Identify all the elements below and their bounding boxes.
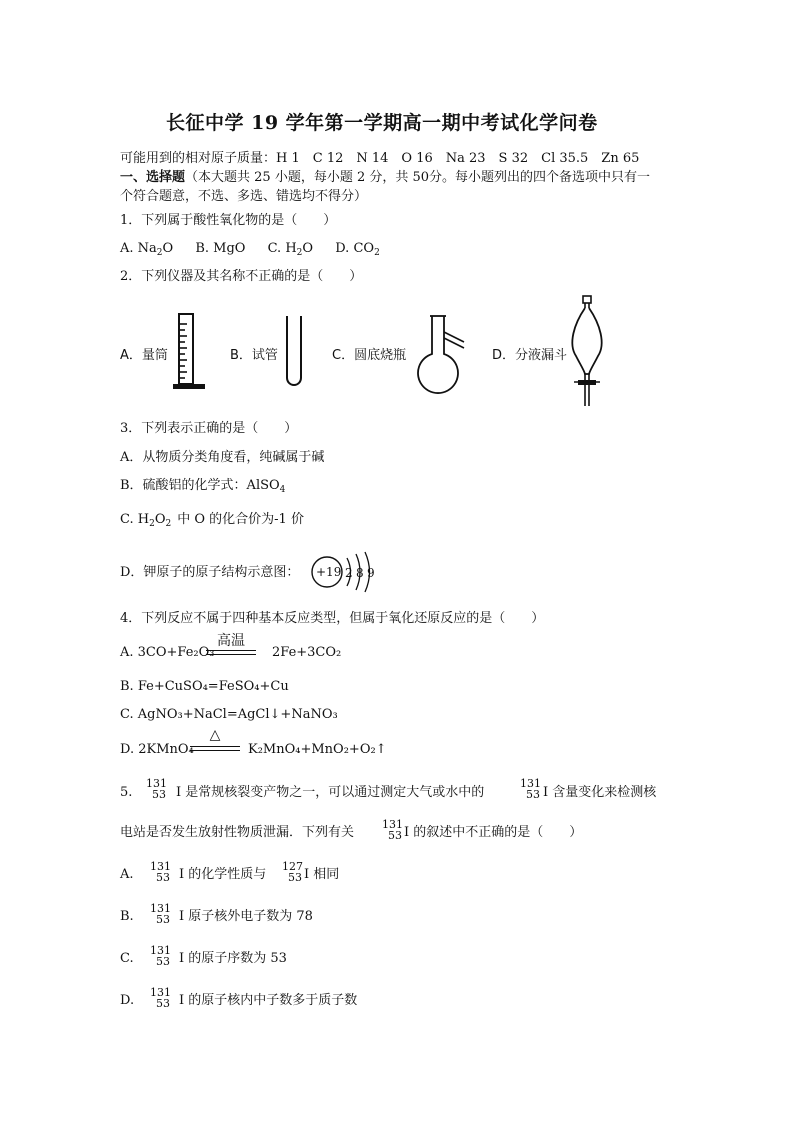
atom-structure-diagram bbox=[310, 550, 382, 594]
mass-number: 131 bbox=[150, 944, 171, 957]
q5-line2b: I 的叙述中不正确的是（ ） bbox=[404, 825, 583, 840]
q3-b-sub: 4 bbox=[279, 485, 286, 495]
q4-d-right: K₂MnO₄+MnO₂+O₂↑ bbox=[248, 742, 387, 757]
q2-option-d: D．分液漏斗 bbox=[492, 348, 568, 363]
q2-stem: 2．下列仪器及其名称不正确的是（ ） bbox=[120, 269, 363, 284]
nucleus-charge: +19 bbox=[316, 565, 342, 579]
section-label: 一、选择题 bbox=[120, 170, 186, 185]
shell-2: 8 bbox=[356, 566, 364, 580]
q3-option-b bbox=[120, 477, 285, 499]
atomic-number: 53 bbox=[152, 788, 166, 801]
q4-option-c: C. AgNO₃+NaCl=AgCl↓+NaNO₃ bbox=[120, 707, 338, 722]
q3-c-sub2: 2 bbox=[165, 519, 172, 529]
round-bottom-flask-icon bbox=[412, 312, 468, 396]
q5-line1b: I 含量变化来检测核 bbox=[543, 785, 657, 800]
q5-a-text1: I 的化学性质与 bbox=[179, 867, 267, 882]
q1-a-o: O bbox=[162, 241, 174, 256]
q5-isotope-1 bbox=[146, 778, 166, 800]
q5-line1a: I 是常规核裂变产物之一，可以通过测定大气或水中的 bbox=[176, 785, 485, 800]
q5-a-text2: I 相同 bbox=[304, 867, 340, 882]
q5-c-label: C. bbox=[120, 951, 134, 966]
q5-a-isotope-127 bbox=[282, 861, 302, 883]
q2-option-a: A．量筒 bbox=[120, 348, 168, 363]
atomic-number: 53 bbox=[156, 955, 170, 968]
q4-option-b: B. Fe+CuSO₄=FeSO₄+Cu bbox=[120, 679, 289, 694]
q3-option-d: D．钾原子的原子结构示意图： bbox=[120, 565, 300, 580]
mass-number: 131 bbox=[150, 902, 171, 915]
atomic-number: 53 bbox=[388, 829, 402, 842]
q1-d-sub: 2 bbox=[374, 248, 380, 258]
q1-d: D. CO bbox=[335, 241, 375, 256]
q5-isotope-3 bbox=[382, 819, 402, 841]
atomic-number: 53 bbox=[526, 788, 540, 801]
mass-number: 131 bbox=[150, 986, 171, 999]
q5-c-isotope bbox=[150, 945, 170, 967]
q1-stem: 1．下列属于酸性氧化物的是（ ） bbox=[120, 213, 337, 228]
q5-number: 5. bbox=[120, 785, 133, 800]
q1-c-sub: 2 bbox=[296, 248, 303, 258]
q4-a-right: 2Fe+3CO₂ bbox=[272, 645, 342, 660]
q1-a: A. Na bbox=[120, 241, 157, 256]
q4-d-left: D. 2KMnO₄ bbox=[120, 742, 194, 757]
q5-d-text: I 的原子核内中子数多于质子数 bbox=[179, 993, 358, 1008]
q4-a-line-bottom bbox=[206, 654, 256, 655]
q3-b-text: B．硫酸铝的化学式：AlSO bbox=[120, 478, 280, 493]
q4-a-condition: 高温 bbox=[217, 633, 245, 649]
section-header bbox=[120, 169, 650, 187]
mass-number: 131 bbox=[146, 777, 167, 790]
q4-d-line-bottom bbox=[190, 750, 240, 751]
q4-d-condition: △ bbox=[209, 727, 221, 743]
q3-c-sub1: 2 bbox=[149, 519, 155, 529]
mass-number: 131 bbox=[382, 818, 403, 831]
q3-option-a: A．从物质分类角度看，纯碱属于碱 bbox=[120, 450, 325, 465]
q3-c-text: 中 O 的化合价为-1 价 bbox=[177, 512, 304, 527]
q5-d-label: D. bbox=[120, 993, 135, 1008]
q3-c-h: C. H bbox=[120, 512, 150, 527]
q2-option-b: B．试管 bbox=[230, 348, 278, 363]
test-tube-icon bbox=[284, 314, 304, 390]
q5-a-isotope bbox=[150, 861, 170, 883]
separatory-funnel-icon bbox=[564, 294, 610, 412]
q4-a-left: A. 3CO+Fe₂O₃ bbox=[120, 645, 215, 660]
q5-c-text: I 的原子序数为 53 bbox=[179, 951, 287, 966]
q5-b-text: I 原子核外电子数为 78 bbox=[179, 909, 313, 924]
q3-c-o: O bbox=[154, 512, 166, 527]
q1-options bbox=[120, 240, 380, 262]
q5-a-label: A. bbox=[120, 867, 134, 882]
atomic-masses: 可能用到的相对原子质量：H 1 C 12 N 14 O 16 Na 23 S 32 Cl 35.5 Zn 65 bbox=[120, 151, 640, 166]
shell-1: 2 bbox=[345, 566, 353, 580]
q3-option-c bbox=[120, 511, 304, 533]
q5-b-label: B. bbox=[120, 909, 134, 924]
q2-option-c: C．圆底烧瓶 bbox=[332, 348, 407, 363]
q1-b: B. MgO bbox=[195, 241, 246, 256]
atomic-number: 53 bbox=[156, 871, 170, 884]
q3-stem: 3．下列表示正确的是（ ） bbox=[120, 421, 298, 436]
mass-number: 131 bbox=[150, 860, 171, 873]
q5-d-isotope bbox=[150, 987, 170, 1009]
atomic-number: 53 bbox=[156, 997, 170, 1010]
atomic-number: 53 bbox=[156, 913, 170, 926]
mass-number: 127 bbox=[282, 860, 303, 873]
q4-stem: 4．下列反应不属于四种基本反应类型，但属于氧化还原反应的是（ ） bbox=[120, 611, 545, 626]
q4-a-line-top bbox=[206, 650, 256, 651]
graduated-cylinder-icon bbox=[170, 310, 210, 392]
q5-b-isotope bbox=[150, 903, 170, 925]
q5-isotope-2 bbox=[520, 778, 540, 800]
q1-c: C. H bbox=[267, 241, 297, 256]
q5-line2a: 电站是否发生放射性物质泄漏．下列有关 bbox=[120, 825, 355, 840]
q4-d-line-top bbox=[190, 746, 240, 747]
q1-c-o: O bbox=[302, 241, 314, 256]
mass-number: 131 bbox=[520, 777, 541, 790]
atomic-number: 53 bbox=[288, 871, 302, 884]
page-title: 长征中学 19 学年第一学期高一期中考试化学问卷 bbox=[166, 112, 598, 134]
section-desc-2: 个符合题意，不选、多选、错选均不得分） bbox=[120, 189, 368, 204]
q1-a-sub: 2 bbox=[156, 248, 163, 258]
section-desc-1: （本大题共 25 小题，每小题 2 分，共 50分。每小题列出的四个备选项中只有一 bbox=[185, 170, 651, 185]
shell-3: 9 bbox=[367, 566, 375, 580]
